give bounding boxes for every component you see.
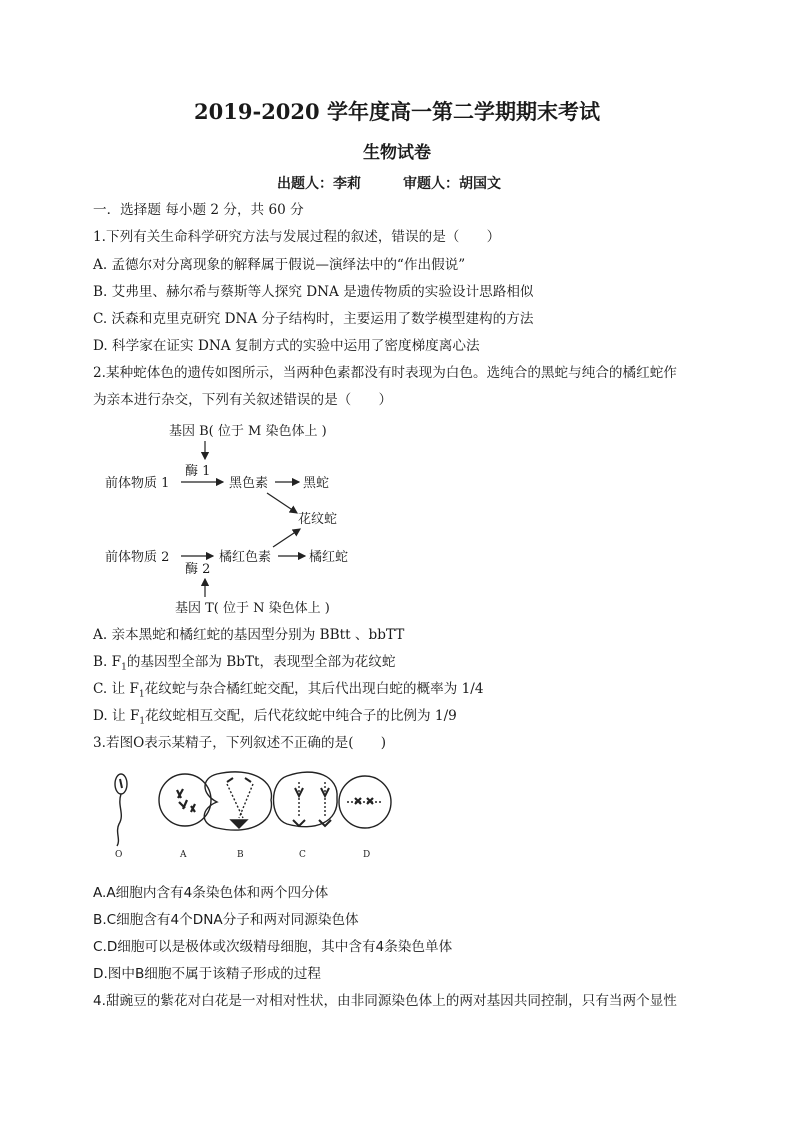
q1-option-d: D. 科学家在证实 DNA 复制方式的实验中运用了密度梯度离心法 bbox=[93, 338, 480, 354]
cell-division-figure bbox=[103, 762, 393, 867]
q4-stem: 4.甜豌豆的紫花对白花是一对相对性状，由非同源染色体上的两对基因共同控制，只有当两个显性 bbox=[93, 993, 677, 1009]
q2-option-c: C. 让 $F_1$花纹蛇与杂合橘红蛇交配，其后代出现白蛇的概率为 1/4 bbox=[93, 681, 484, 700]
section-heading: 一．选择题 每小题 2 分，共 60 分 bbox=[93, 202, 304, 218]
q2-option-d: D. 让 $F_1$花纹蛇相互交配，后代花纹蛇中纯合子的比例为 1/9 bbox=[93, 708, 457, 727]
q1-option-b: B. 艾弗里、赫尔希与蔡斯等人探究 DNA 是遗传物质的实验设计思路相似 bbox=[93, 284, 534, 300]
q3-option-c: C.D细胞可以是极体或次级精母细胞，其中含有4条染色单体 bbox=[93, 939, 453, 955]
q3-stem: 3.若图O表示某精子，下列叙述不正确的是( ) bbox=[93, 735, 387, 751]
arrow-orange-to-pattern bbox=[273, 529, 300, 547]
figure-label-c: C bbox=[299, 850, 306, 860]
cell-a bbox=[159, 774, 211, 826]
authors-line bbox=[277, 173, 501, 193]
q1-option-a: A. 孟德尔对分离现象的解释属于假说—演绎法中的“作出假说” bbox=[93, 257, 466, 273]
q3-option-a: A.A细胞内含有4条染色体和两个四分体 bbox=[93, 885, 329, 901]
precursor1-label: 前体物质 1 bbox=[105, 476, 170, 491]
orange-snake-label: 橘红蛇 bbox=[309, 550, 349, 565]
enzyme1-label: 酶 1 bbox=[185, 464, 211, 479]
exam-title: 2019-2020 学年度高一第二学期期末考试 bbox=[194, 99, 600, 124]
figure-label-d: D bbox=[363, 850, 371, 860]
q2-stem-line1: 2.某种蛇体色的遗传如图所示，当两种色素都没有时表现为白色。选纯合的黑蛇与纯合的橘红蛇作 bbox=[93, 365, 677, 381]
q3-option-b: B.C细胞含有4个DNA分子和两对同源染色体 bbox=[93, 912, 359, 928]
cell-d bbox=[339, 776, 391, 828]
figure-label-a: A bbox=[180, 850, 187, 860]
cell-b bbox=[204, 772, 271, 830]
precursor2-label: 前体物质 2 bbox=[105, 550, 170, 565]
cell-c bbox=[274, 772, 338, 827]
enzyme2-label: 酶 2 bbox=[185, 562, 211, 577]
question-setter: 出题人：李莉 bbox=[277, 176, 361, 192]
exam-subtitle: 生物试卷 bbox=[363, 143, 431, 163]
figure-label-o: O bbox=[115, 850, 123, 860]
question-reviewer: 审题人：胡国文 bbox=[403, 176, 501, 192]
sperm-cell-o bbox=[115, 774, 127, 846]
q2-option-b: B. $F_1$的基因型全部为 BbTt，表现型全部为花纹蛇 bbox=[93, 654, 396, 673]
pattern-snake-label: 花纹蛇 bbox=[298, 512, 338, 527]
q1-stem: 1.下列有关生命科学研究方法与发展过程的叙述，错误的是（ ） bbox=[93, 229, 501, 245]
gene-t-label: 基因 T( 位于 N 染色体上 ) bbox=[175, 601, 330, 616]
gene-b-label: 基因 B( 位于 M 染色体上 ) bbox=[169, 424, 327, 439]
pigment-pathway-diagram bbox=[95, 415, 385, 620]
q1-option-c: C. 沃森和克里克研究 DNA 分子结构时，主要运用了数学模型建构的方法 bbox=[93, 311, 534, 327]
q3-option-d: D.图中B细胞不属于该精子形成的过程 bbox=[93, 966, 322, 982]
q2-stem-line2: 为亲本进行杂交，下列有关叙述错误的是（ ） bbox=[93, 392, 393, 408]
black-snake-label: 黑蛇 bbox=[303, 476, 330, 491]
figure-label-b: B bbox=[237, 850, 244, 860]
q2-option-a: A. 亲本黑蛇和橘红蛇的基因型分别为 BBtt 、bbTT bbox=[93, 627, 405, 643]
black-pigment-label: 黑色素 bbox=[229, 476, 269, 491]
orange-pigment-label: 橘红色素 bbox=[219, 550, 272, 565]
arrow-black-to-pattern bbox=[267, 493, 297, 513]
